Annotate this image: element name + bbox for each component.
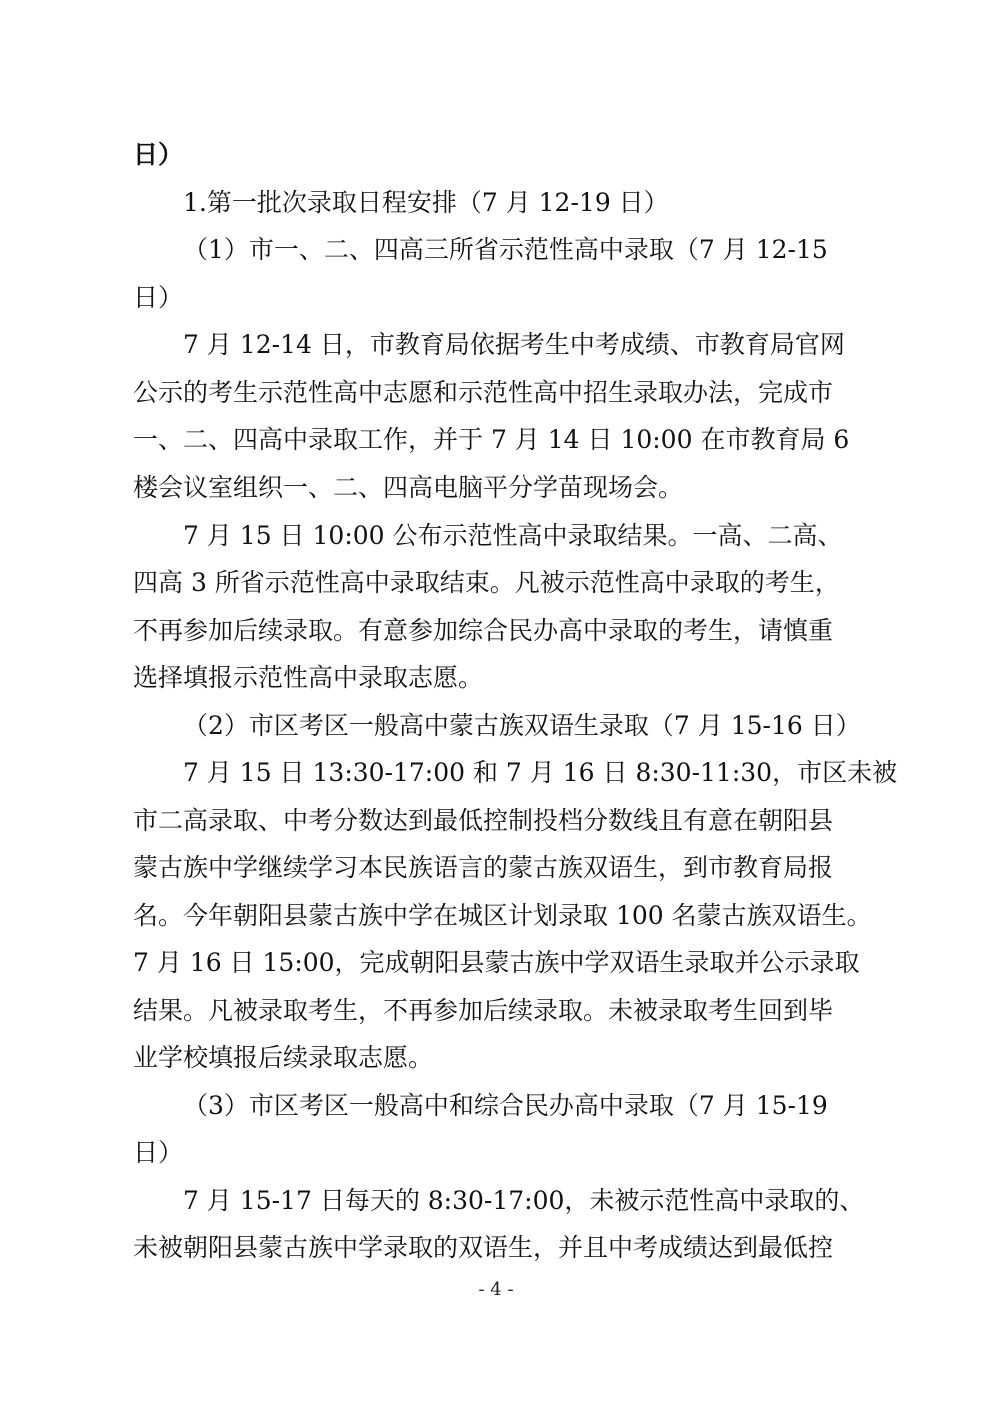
text-line bbox=[0, 991, 992, 1031]
text-line bbox=[0, 848, 992, 888]
text-line bbox=[0, 468, 992, 508]
text-line bbox=[0, 373, 992, 413]
paragraph-line: 一、二、四高中录取工作，并于 7 月 14 日 10:00 在市教育局 6 bbox=[133, 425, 850, 454]
text-line bbox=[0, 1181, 992, 1221]
page-number: - 4 - bbox=[478, 1279, 514, 1300]
paragraph-line: 市二高录取、中考分数达到最低控制投档分数线且有意在朝阳县 bbox=[133, 806, 834, 835]
text-line bbox=[0, 611, 992, 651]
text-line bbox=[0, 1038, 992, 1078]
paragraph-line: 7 月 15 日 13:30-17:00 和 7 月 16 日 8:30-11:30，市区未被 bbox=[183, 758, 898, 787]
text-line bbox=[0, 516, 992, 556]
text-line bbox=[0, 658, 992, 698]
paragraph-line: 蒙古族中学继续学习本民族语言的蒙古族双语生，到市教育局报 bbox=[133, 853, 834, 882]
paragraph-line: 名。今年朝阳县蒙古族中学在城区计划录取 100 名蒙古族双语生。 bbox=[133, 901, 872, 930]
text-line bbox=[0, 563, 992, 603]
subsection-heading-continuation: 日） bbox=[133, 283, 184, 312]
paragraph-line: 7 月 12-14 日，市教育局依据考生中考成绩、市教育局官网 bbox=[183, 330, 845, 359]
text-line bbox=[0, 420, 992, 460]
text-line bbox=[0, 943, 992, 983]
text-line bbox=[0, 753, 992, 793]
text-line bbox=[0, 896, 992, 936]
paragraph-line: 业学校填报后续录取志愿。 bbox=[133, 1043, 434, 1072]
paragraph-line: 7 月 16 日 15:00，完成朝阳县蒙古族中学双语生录取并公示录取 bbox=[133, 948, 860, 977]
subsection-heading: （1）市一、二、四高三所省示范性高中录取（7 月 12-15 bbox=[183, 235, 828, 264]
paragraph-line: 四高 3 所省示范性高中录取结束。凡被示范性高中录取的考生， bbox=[133, 568, 840, 597]
text-line bbox=[0, 1228, 992, 1268]
text-line bbox=[0, 706, 992, 746]
section-heading: 1.第一批次录取日程安排（7 月 12-19 日） bbox=[183, 188, 669, 217]
paragraph-line: 选择填报示范性高中录取志愿。 bbox=[133, 663, 484, 692]
text-line bbox=[0, 230, 992, 270]
paragraph-line: 公示的考生示范性高中志愿和示范性高中招生录取办法，完成市 bbox=[133, 378, 834, 407]
text-line bbox=[0, 135, 992, 175]
text-line bbox=[0, 1086, 992, 1126]
text-line bbox=[0, 801, 992, 841]
paragraph-line: 不再参加后续录取。有意参加综合民办高中录取的考生，请慎重 bbox=[133, 616, 834, 645]
paragraph-line: 结果。凡被录取考生，不再参加后续录取。未被录取考生回到毕 bbox=[133, 996, 834, 1025]
paragraph-line: 未被朝阳县蒙古族中学录取的双语生，并且中考成绩达到最低控 bbox=[133, 1233, 834, 1262]
text-line bbox=[0, 1133, 992, 1173]
text-line bbox=[0, 325, 992, 365]
text-line bbox=[0, 183, 992, 223]
subsection-heading: （3）市区考区一般高中和综合民办高中录取（7 月 15-19 bbox=[183, 1091, 828, 1120]
paragraph-line: 7 月 15 日 10:00 公布示范性高中录取结果。一高、二高、 bbox=[183, 521, 843, 550]
paragraph-line: 楼会议室组织一、二、四高电脑平分学苗现场会。 bbox=[133, 473, 684, 502]
paragraph-line: 7 月 15-17 日每天的 8:30-17:00，未被示范性高中录取的、 bbox=[183, 1186, 865, 1215]
subsection-heading: （2）市区考区一般高中蒙古族双语生录取（7 月 15-16 日） bbox=[183, 711, 861, 740]
text-line bbox=[0, 278, 992, 318]
heading-continuation: 日） bbox=[133, 140, 184, 169]
subsection-heading-continuation: 日） bbox=[133, 1138, 184, 1167]
